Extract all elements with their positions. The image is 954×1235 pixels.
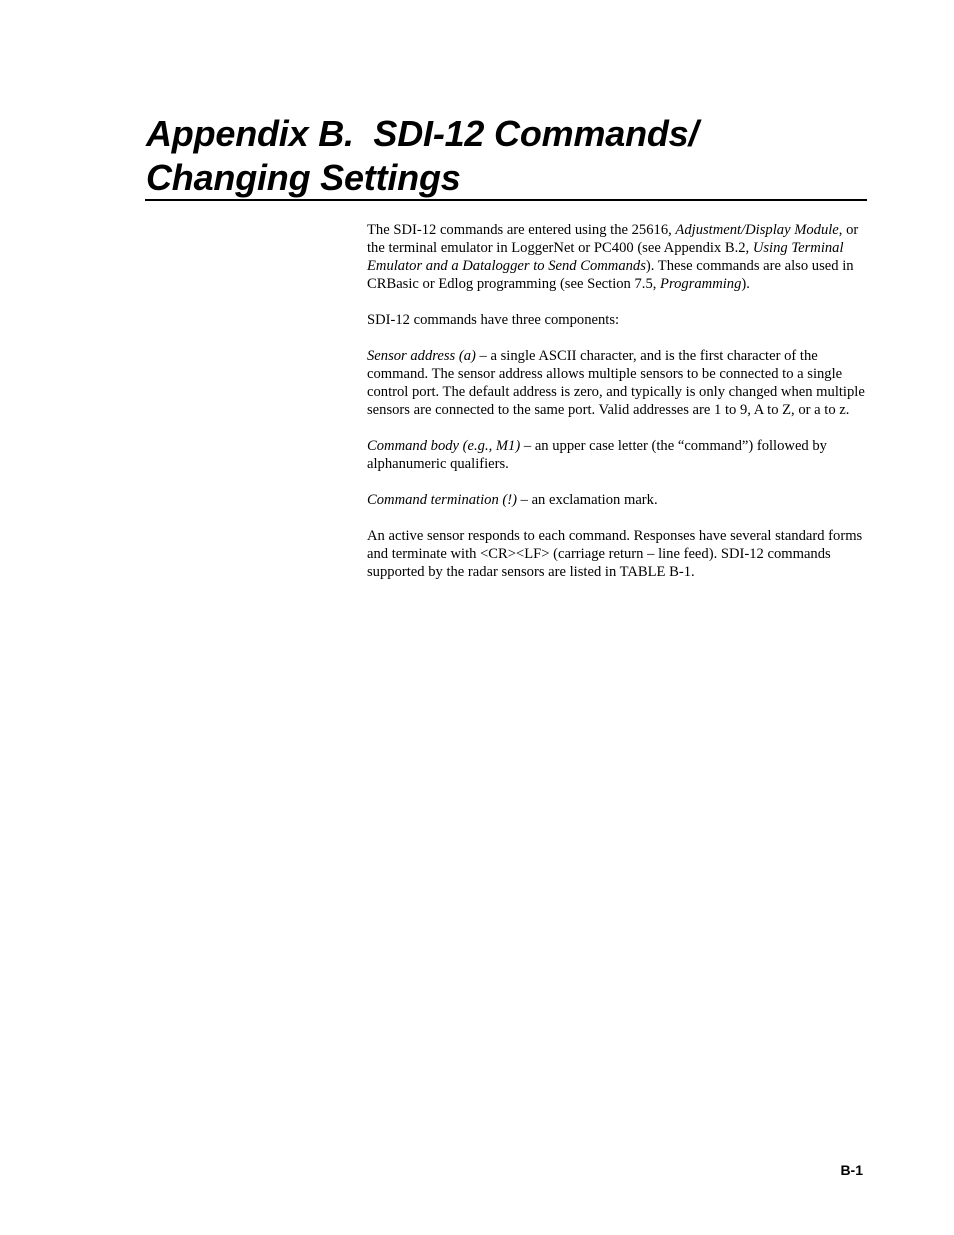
command-body-term: Command body (e.g., M1) bbox=[367, 438, 521, 454]
intro-italic-terminal-emulator: Using Terminal Emulator and a Datalogger to Send Commands bbox=[367, 240, 844, 274]
page-title bbox=[146, 112, 867, 200]
response-paragraph: An active sensor responds to each command. Responses have several standard forms and terminate with <CR><LF> (carriage return – line feed). SDI-12 commands supported by the radar sensors are listed in TABLE B-1. bbox=[367, 528, 863, 580]
command-termination-text: – an exclamation mark. bbox=[516, 492, 658, 508]
intro-italic-programming: Programming bbox=[660, 276, 742, 292]
page-title-line-2: Changing Settings bbox=[146, 157, 461, 198]
sensor-address-text: – a single ASCII character, and is the first character of the command. The sensor address allows multiple sensors to be connected to a single control port. The default address is zero, and typically is only changed when multiple sensors are connected to the same port. Valid addresses are 1 to 9, A to Z, or a to z. bbox=[367, 348, 865, 418]
page-title-line-1: Appendix B. SDI-12 Commands/ bbox=[146, 113, 699, 154]
command-body-paragraph bbox=[367, 437, 867, 473]
title-divider bbox=[145, 199, 867, 201]
intro-text-1: The SDI-12 commands are entered using the 25616, bbox=[367, 222, 676, 238]
command-termination-term: Command termination (!) bbox=[367, 492, 517, 508]
intro-text-3: ). These commands are also used in CRBasic or Edlog programming (see Section 7.5, bbox=[367, 258, 854, 292]
intro-italic-module: Adjustment/Display Module bbox=[675, 222, 839, 238]
command-termination-paragraph bbox=[367, 491, 867, 509]
command-body-text: – an upper case letter (the “command”) followed by alphanumeric qualifiers. bbox=[367, 438, 827, 472]
intro-paragraph bbox=[367, 221, 867, 293]
page-number: B-1 bbox=[840, 1162, 863, 1178]
sensor-address-term: Sensor address (a) bbox=[367, 348, 476, 364]
intro-text-4: ). bbox=[741, 276, 750, 292]
body-text bbox=[367, 221, 867, 599]
sensor-address-paragraph bbox=[367, 347, 867, 419]
intro-text-2: , or the terminal emulator in LoggerNet or PC400 (see Appendix B.2, bbox=[367, 222, 859, 256]
components-intro-paragraph: SDI-12 commands have three components: bbox=[367, 312, 620, 328]
